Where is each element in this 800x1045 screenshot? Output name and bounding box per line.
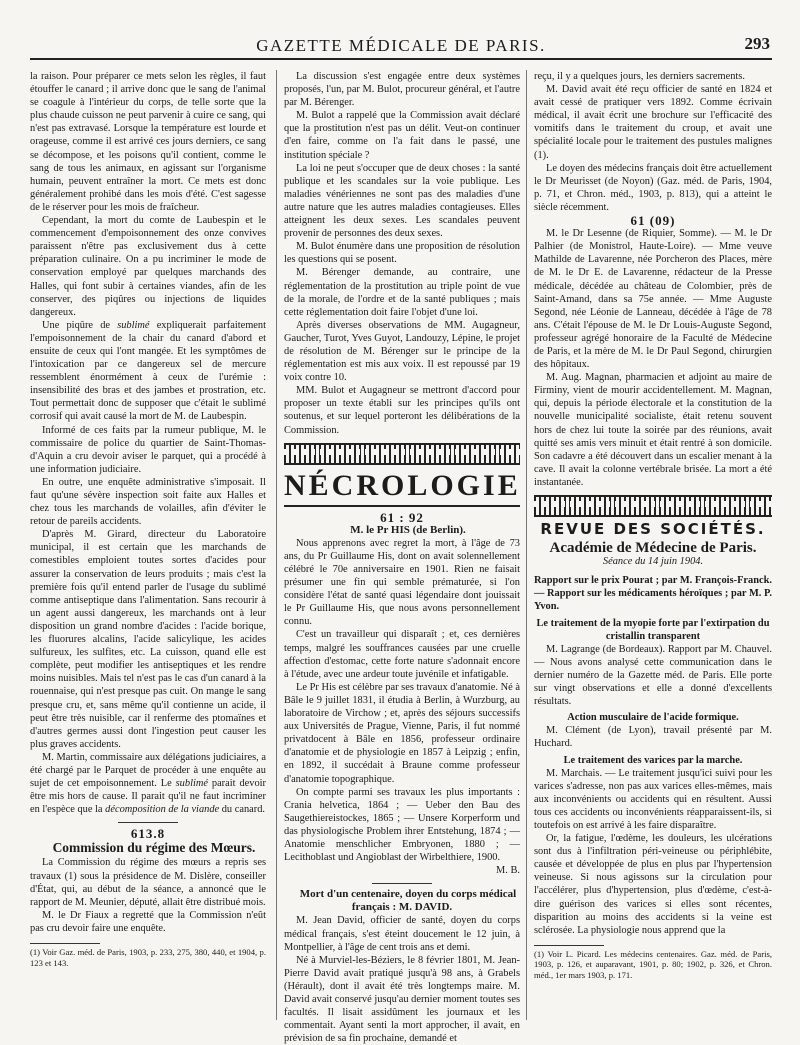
- necrology-heading: NÉCROLOGIE: [284, 469, 520, 507]
- header-rule: [30, 58, 772, 60]
- paragraph: MM. Bulot et Augagneur se mettront d'accord pour proposer un texte établi sur les principes qu'ils ont soutenus, et sur lequel porteront les délibérations de la Commission.: [284, 385, 520, 436]
- paragraph: Le doyen des médecins français doit être actuellement le Dr Meurisset (de Noyon) (Gaz. méd. de Paris, 1904, p. 71, et Chron. méd., 1903, p. 813), qui a atteint le siècle récemment.: [534, 162, 772, 213]
- paragraph: M. le Dr Fiaux a regretté que la Commission n'eût pas cru devoir faire une enquête.: [30, 909, 266, 934]
- paragraph: Après diverses observations de MM. Augagneur, Gaucher, Turot, Yves Guyot, Landouzy, Lépine, le projet de résolution de M. Bérenger sur le principe de la réglementation est mis aux voix. Il est repoussé par 19 voix contre 10.: [284, 319, 520, 384]
- section-number: 61 : 92: [380, 509, 424, 525]
- page-number: 293: [744, 34, 770, 53]
- text-run: Une piqûre de: [42, 319, 118, 331]
- paragraph: reçu, il y a quelques jours, les derniers sacrements.: [534, 71, 745, 82]
- paragraph: la raison. Pour préparer ce mets selon les règles, il faut étouffer le canard ; il arrive donc que le sang de l'animal se coagule à l'intérieur du corps, de telle sorte que la plus chaude cuisson ne peut parvenir à cuire ce sang, qui n'est pas extravasé. Lorsque la température est lourde et orageuse, comme il est arrivé ces jours derniers, ce sang se décompose, et les poisons qu'il contient, comme le sang de tous les animaux, en agissant sur l'organisme humain, peuvent entraîner la mort. Ce mets est donc généralement prohibé dans les mois d'été. C'est sagesse de le réserver pour les mois de fraîcheur.: [30, 71, 266, 213]
- column-2: [284, 70, 520, 1045]
- revue-heading: REVUE DES SOCIÉTÉS.: [540, 520, 766, 538]
- paragraph: M. Clément (de Lyon), travail présenté par M. Huchard.: [534, 725, 772, 750]
- column-3: [534, 70, 772, 981]
- paragraph: Cependant, la mort du comte de Laubespin et le commencement d'empoisonnement des onze convives paraissent n'être pas exclusivement dus à cette préparation culinaire. On a pu incriminer le mode de conservation employé par quelques marchands des Halles, qui font subir à certaines viandes, afin de les conserver, des piqûres ou injections de liquides dangereux.: [30, 215, 266, 318]
- signature: M. B.: [496, 865, 520, 877]
- footnote: (1) Voir Gaz. méd. de Paris, 1903, p. 233, 275, 380, 440, et 1904, p. 123 et 143.: [30, 947, 266, 968]
- paragraph: M. Bulot énumère dans une proposition de résolution les questions qui se posent.: [284, 241, 520, 266]
- paragraph: M. le Dr Lesenne (de Riquier, Somme). — M. le Dr Palhier (de Monistrol, Haute-Loire). — Mme veuve Mathilde de Lavarenne, née Porcheron des Places, mère de M. le Dr E. de Lavarenne, rédacteur de la Presse médicale, décédée au château de Colombier, près de Saint-Amand, dans sa 75e année. — Mme Auguste Segond, née Léonie de Lanneau, décédée à l'âge de 78 ans. C'était l'épouse de M. le Dr Louis-Auguste Segond, professeur agrégé honoraire de la Faculté de Médecine de Paris, et la mère de M. le Dr Paul Segond, chirurgien des hôpitaux.: [534, 228, 772, 371]
- italic-text: sublimé: [117, 319, 150, 331]
- paragraph: En outre, une enquête administrative s'imposait. Il faut qu'une sévère inspection soit faite aux Halles et chez tous les marchands de volailles, afin d'éviter le retour de pareils accidents.: [30, 476, 266, 528]
- separator: [372, 883, 432, 884]
- page-header: [30, 24, 772, 64]
- page-title: GAZETTE MÉDICALE DE PARIS.: [256, 36, 546, 55]
- section-number: 613.8: [130, 826, 166, 842]
- paragraph: La Commission du régime des mœurs a repris ses travaux (1) sous la présidence de M. Dislère, conseiller d'État, qui, au début de la séance, a annoncé que le rapport de M. Meunier, député, allait être distribué mois.: [30, 857, 266, 908]
- paragraph: M. Jean David, officier de santé, doyen du corps médical français, s'est éteint doucement le 12 juin, à Montpellier, à l'âge de cent trois ans et demi.: [284, 915, 520, 953]
- paragraph: M. Aug. Magnan, pharmacien et adjoint au maire de Firminy, vient de mourir accidentellement. M. Magnan, qui, depuis la période électorale et la constitution de la nouvelle municipalité socialiste, était retenu souvent hors de chez lui toute la soirée par des réunions, avait quitté ses amis vers minuit et était rentré à son domicile. Son cadavre a été découvert dans un escalier menant à la cave. Il avait la colonne vertébrale brisée. La mort a été instantanée.: [534, 372, 772, 488]
- paragraph: C'est un travailleur qui disparaît ; et, ces dernières temps, malgré les souffrances causées par une cruelle affection d'estomac, cette forte nature s'adonnait encore à l'étude, avec une ardeur toute juvénile et infatigable.: [284, 629, 520, 680]
- footnote-rule: [30, 943, 100, 944]
- report-heading: Le traitement des varices par la marche.: [563, 754, 743, 766]
- text-run: parait devoir être mis hors de cause. Il parait qu'il ne faut incriminer en l'espèce que la: [30, 778, 266, 816]
- paragraph: Né à Murviel-les-Béziers, le 8 février 1801, M. Jean-Pierre David avait pratiqué jusqu'à 98 ans, à Grabels (Hérault), dont il avait été très longtemps maire. M. David avait conservé jusqu'au dernier moment toutes ses facultés. Il lisait assidûment les journaux et les commentait. Ayant senti la mort approcher, il avait, en prévision de sa fin prochaine, demandé et: [284, 954, 520, 1045]
- section-number: 61 (09): [630, 213, 676, 229]
- column-divider: [526, 70, 527, 1020]
- footnote-rule: [534, 945, 604, 946]
- report-heading: Le traitement de la myopie forte par l'extirpation du cristallin transparent: [536, 617, 770, 642]
- section-heading: Commission du régime des Mœurs.: [52, 840, 256, 856]
- column-1: [30, 70, 266, 968]
- paragraph: La discussion s'est engagée entre deux systèmes proposés, l'un, par M. Bulot, procureur général, et l'autre par M. Bérenger.: [284, 71, 520, 109]
- paragraph: Or, la fatigue, l'œdème, les douleurs, les ulcérations sont dus à l'infiltration péri-veineuse ou périphlébite, causée et développée de plus en plus par l'hypertension veineuse. Si nous agissons sur la circulation pour l'accélérer, plus d'hypertension, plus d'œdème, c'est-à-dire guérison des varices si elles sont récentes, disparition au moins des accidents si la veine est sclérosée. La physiologie nous apprend que la: [534, 833, 772, 936]
- paragraph: [30, 319, 266, 424]
- text-run: du canard.: [219, 804, 266, 816]
- paragraph: M. Lagrange (de Bordeaux). Rapport par M. Chauvel. — Nous avons analysé cette communication dans le dernier numéro de la Gazette méd. de Paris. Elle porte sur vingt observations et elle a donné d'excellents résultats.: [534, 643, 772, 708]
- paragraph: M. Marchais. — Le traitement jusqu'ici suivi pour les varices s'adresse, non pas aux varices elles-mêmes, mais aux inconvénients ou accidents qui en résultent. Aussi tous ces accidents ou inconvénients réapparaissent-ils, si toutefois on est arrivé à les faire disparaître.: [534, 767, 772, 831]
- session-date: Séance du 14 juin 1904.: [602, 556, 704, 568]
- paragraph: M. David avait été reçu officier de santé en 1824 et avait cessé de pratiquer vers 1892. Comme écrivain médical, il avait écrit une brochure sur l'efficacité des vomitifs dans le traitement du croup, et avait une spécialité locale pour le traitement des pustules malignes (1).: [534, 84, 772, 161]
- paragraph: Informé de ces faits par la rumeur publique, M. le commissaire de police du quartier de Saint-Thomas-d'Aquin a cru devoir aviser le parquet, qui a procédé à une information judiciaire.: [30, 424, 266, 475]
- ornament-border: [284, 443, 520, 465]
- text-run: M. Martin, commissaire aux délégations judiciaires, a été chargé par le Parquet de procéder à une enquête au sujet de cet empoisonnement. Le: [30, 751, 266, 790]
- italic-text: sublimé: [175, 778, 208, 790]
- paragraph: La loi ne peut s'occuper que de deux choses : la santé publique et les scandales sur la voie publique. Les maladies vénériennes ne sont pas des maladies d'une autre nature que les autres maladies contagieuses. Elles atteignent les deux sexes. Les scandales peuvent provenir de personnes des deux sexes.: [284, 162, 520, 240]
- paragraph: M. Bérenger demande, au contraire, une réglementation de la prostitution au triple point de vue de la morale, de l'ordre et de la santé publiques ; mais cette réglementation doit faire l'objet d'une loi.: [284, 267, 520, 318]
- report-heading: Rapport sur le prix Pourat ; par M. François-Franck. — Rapport sur les médicaments héroïques ; par M. P. Yvon.: [534, 575, 772, 613]
- paragraph: D'après M. Girard, directeur du Laboratoire municipal, il est certain que les marchands de comestibles emploient toutes sortes d'acides pour assurer la conservation de leurs produits ; mais c'est la première fois qu'il entend parler de l'usage du sublimé comme antiseptique dans l'alimentation. Sans recourir à un agent aussi dangereux, les marchands ont à leur disposition un grand nombre d'acides : l'acide borique, les fluorures alcalins, l'acide salicylique, les acides sulfureux, les sulfites, etc. La cuisson, quand elle est complète, peut modifier les antiseptiques et les rendre moins nuisibles. Mais tel n'est pas le cas d'un canard à la rouennaise, qui n'est presque pas cuit. On mange le sang presque cru, et, sans même qu'il contienne un acide, il peut être très nuisible, car il renferme des ptomaïnes et d'autres germes aussi dont l'ingestion peut causer les plus graves accidents.: [30, 529, 266, 750]
- paragraph: [30, 751, 266, 816]
- paragraph: On compte parmi ses travaux les plus importants : Crania helvetica, 1864 ; — Ueber den Bau des Saugethiereistockes, 1865 ; — Unsere Korperform und das physiologische Problem ihrer Entstehung, 1874 ; — Anatomie menschlicher Embryonen, 1880 ; — Lecithoblast und Angioblast der Wirbelthiere, 1900.: [284, 786, 520, 864]
- footnote: (1) Voir L. Picard. Les médecins centenaires. Gaz. méd. de Paris, 1903, p. 126, et auparavant, 1901, p. 80; 1902, p. 326, et Chron. méd., 1er mars 1903, p. 171.: [534, 948, 772, 980]
- academy-heading: Académie de Médecine de Paris.: [549, 540, 757, 557]
- paragraph: Le Pr His est célèbre par ses travaux d'anatomie. Né à Bâle le 9 juillet 1831, il étudia à Berlin, à Wurzburg, au laboratoire de Virchow ; et, après des séjours successifs aux Universités de Prague, Vienne, Paris, il fut nommé privatdocent à Bâle en 1856, professeur ordinaire d'anatomie et de physiologie en 1857 à Leipzig ; enfin, en 1892, il succédait à Braune comme professeur d'anatomie topographique.: [284, 681, 520, 785]
- ornament-border: [534, 495, 772, 517]
- paragraph: Nous apprenons avec regret la mort, à l'âge de 73 ans, du Pr Guillaume His, dont on avait solennellement célébré le 70e anniversaire en 1901. Rien ne faisait présumer une fin qui semble prématurée, si l'on considère l'état de santé quasi légendaire dont jouissait le Pr Guillaume His, que nous avons personnellement connu.: [284, 537, 520, 628]
- report-heading: Action musculaire de l'acide formique.: [567, 712, 739, 724]
- subsection-heading: M. le Pr HIS (de Berlin).: [350, 523, 466, 536]
- column-divider: [276, 70, 277, 1020]
- text-run: expliquerait parfaitement l'empoisonnement de la chair du canard d'abord et ensuite de ceux qui l'ont mangée. Et les symptômes de l'intoxication par ce dangereux sel de mercure ressemblent énormément à ceux de l'urémie : insensibilité des bras et des jambes et prostration, etc. Tout permettait donc de supposer que c'était le sublimé corrosif qui avait causé la mort de M. de Laubespin.: [30, 319, 266, 423]
- separator: [118, 822, 178, 823]
- subsection-heading: Mort d'un centenaire, doyen du corps médical français : M. DAVID.: [299, 888, 517, 914]
- italic-text: décomposition de la viande: [105, 804, 220, 816]
- paragraph: M. Bulot a rappelé que la Commission avait déclaré que la prostitution n'est pas un délit. Veut-on continuer d'en faire, comme on l'a fait dans le passé, une institution spéciale ?: [284, 110, 520, 161]
